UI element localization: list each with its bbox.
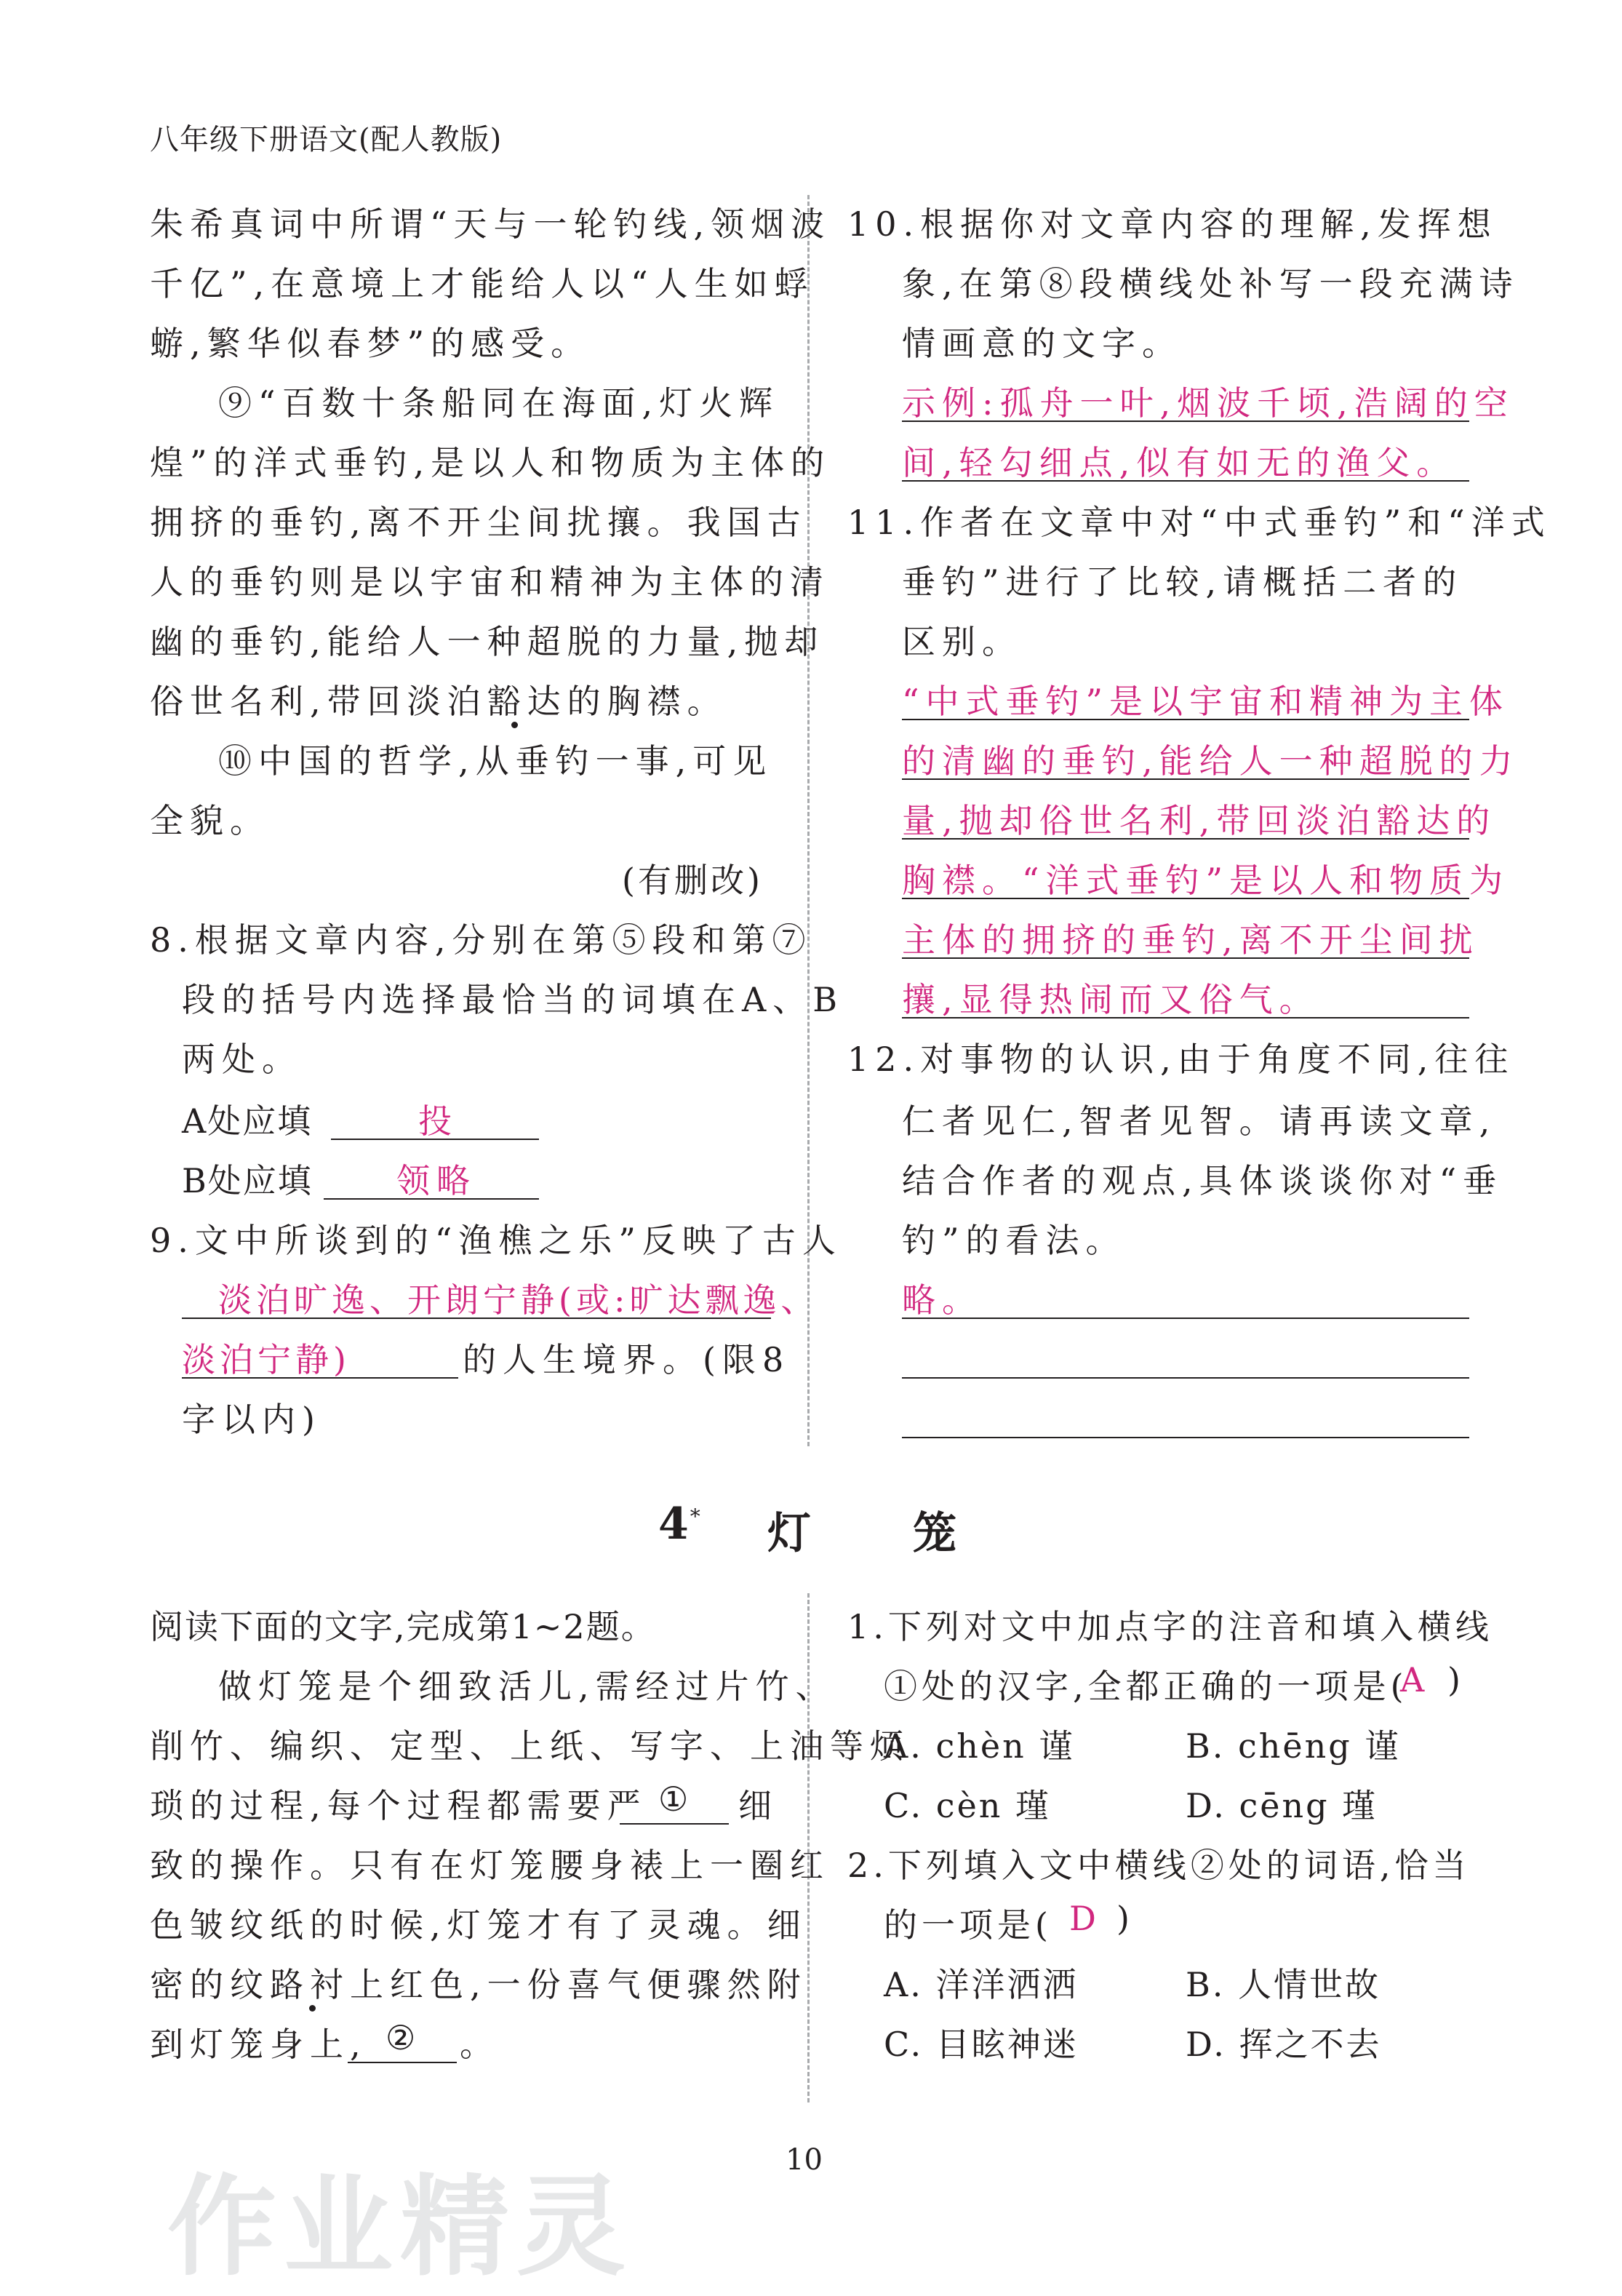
reading-line: 色皱纹纸的时候,灯笼才有了灵魂。细	[150, 1905, 807, 1945]
passage-line: 千亿”,在意境上才能给人以“人生如蜉	[150, 264, 815, 303]
q9-answer-underline-2	[182, 1377, 458, 1379]
emphasis-dot	[511, 722, 518, 728]
mc1-option-b: B. chēng 谨	[1186, 1726, 1401, 1766]
watermark-logo: 作业精灵	[167, 2164, 634, 2291]
q8-a-answer: 投	[418, 1101, 458, 1141]
reading-line: 削竹、编织、定型、上纸、写字、上油等烦	[150, 1726, 910, 1766]
section-number-text: 4	[658, 1499, 690, 1550]
blank-2-marker: ②	[385, 2018, 423, 2057]
mc2-option-a: A. 洋洋洒洒	[884, 1965, 1079, 2004]
q8-a-label: A处应填	[182, 1101, 313, 1141]
q11-underline	[902, 838, 1469, 840]
q11-answer-line: 攘,显得热闹而又俗气。	[902, 980, 1319, 1019]
reading-line-end: 细	[738, 1786, 778, 1825]
question-9-line: 字以内)	[182, 1400, 321, 1439]
passage-line: ⑨“百数十条船同在海面,灯火辉	[218, 383, 780, 423]
q11-underline	[902, 957, 1469, 959]
question-8-line: 两处。	[182, 1040, 302, 1079]
source-note: (有删改)	[622, 861, 763, 900]
q9-answer-line1: 淡泊旷逸、开朗宁静(或:旷达飘逸、	[218, 1280, 819, 1320]
mc2-option-b: B. 人情世故	[1186, 1965, 1381, 2004]
q9-answer-line2: 淡泊宁静)	[182, 1340, 351, 1379]
blank-1-marker: ①	[658, 1779, 695, 1819]
mc1-line: ①处的汉字,全都正确的一项是(	[884, 1667, 1408, 1706]
question-9-line: 9.文中所谈到的“渔樵之乐”反映了古人	[150, 1221, 842, 1260]
question-12-line: 仁者见仁,智者见智。请再读文章,	[902, 1101, 1497, 1141]
question-8-line: 段的括号内选择最恰当的词填在A、B	[182, 980, 844, 1019]
q10-answer-line: 示例:孤舟一叶,烟波千顷,浩阔的空	[902, 383, 1514, 423]
reading-line-end: 。	[460, 2025, 500, 2064]
passage-line: 蝣,繁华似春梦”的感受。	[150, 324, 591, 363]
question-11-line: 垂钓”进行了比较,请概括二者的	[902, 562, 1463, 602]
q11-underline	[902, 898, 1469, 899]
mc1-line: 1.下列对文中加点字的注音和填入横线	[847, 1607, 1493, 1646]
reading-line: 琐的过程,每个过程都需要严	[150, 1786, 647, 1825]
question-10-line: 情画意的文字。	[902, 324, 1182, 363]
emphasis-dot	[309, 2005, 316, 2012]
passage-line: 朱希真词中所谓“天与一轮钓线,领烟波	[150, 204, 831, 244]
mc2-line: 2.下列填入文中横线②处的词语,恰当	[847, 1846, 1471, 1885]
q10-answer-line: 间,轻勾细点,似有如无的渔父。	[902, 443, 1457, 482]
q8-b-answer: 领略	[396, 1161, 476, 1200]
q11-answer-line: “中式垂钓”是以宇宙和精神为主体	[902, 682, 1510, 721]
question-10-line: 象,在第⑧段横线处补写一段充满诗	[902, 264, 1519, 303]
mc1-answer: A	[1400, 1660, 1431, 1699]
mc2-paren-close: )	[1116, 1899, 1136, 1938]
q12-answer: 略。	[902, 1280, 982, 1320]
blank-1-underline	[620, 1823, 729, 1825]
q12-underline	[902, 1377, 1469, 1379]
question-12-line: 钓”的看法。	[902, 1221, 1126, 1260]
q11-underline	[902, 1017, 1469, 1019]
section-number	[658, 1499, 702, 1550]
passage-line: 幽的垂钓,能给人一种超脱的力量,抛却	[150, 622, 825, 661]
passage-line: ⑩中国的哲学,从垂钓一事,可见	[218, 741, 773, 781]
q11-answer-line: 主体的拥挤的垂钓,离不开尘间扰	[902, 920, 1479, 960]
q12-underline	[902, 1437, 1469, 1438]
reading-intro: 阅读下面的文字,完成第1~2题。	[150, 1607, 656, 1646]
reading-line: 致的操作。只有在灯笼腰身裱上一圈红	[150, 1846, 830, 1885]
passage-line: 拥挤的垂钓,离不开尘间扰攘。我国古	[150, 503, 807, 542]
blank-2-underline	[348, 2062, 457, 2063]
mc1-option-d: D. cēng 瑾	[1186, 1786, 1378, 1825]
running-header: 八年级下册语文(配人教版)	[150, 123, 503, 156]
reading-line: 到灯笼身上,	[150, 2025, 367, 2064]
mc2-answer: D	[1069, 1899, 1103, 1938]
section-title-char1: 灯	[767, 1508, 812, 1559]
question-11-line: 11.作者在文章中对“中式垂钓”和“洋式	[847, 503, 1551, 542]
passage-line: 煌”的洋式垂钓,是以人和物质为主体的	[150, 443, 831, 482]
mc2-line: 的一项是(	[884, 1905, 1052, 1945]
q10-underline	[902, 420, 1469, 422]
question-11-line: 区别。	[902, 622, 1022, 661]
q11-underline	[902, 719, 1469, 720]
reading-line: 做灯笼是个细致活儿,需经过片竹、	[218, 1667, 836, 1706]
reading-line: 密的纹路衬上红色,一份喜气便骤然附	[150, 1965, 807, 2004]
question-12-line: 12.对事物的认识,由于角度不同,往往	[847, 1040, 1515, 1079]
q11-answer-line: 胸襟。“洋式垂钓”是以人和物质为	[902, 861, 1510, 900]
question-8-line: 8.根据文章内容,分别在第⑤段和第⑦	[150, 920, 812, 960]
q12-underline	[902, 1318, 1469, 1319]
q9-suffix: 的人生境界。(限8	[463, 1340, 791, 1379]
mc1-option-a: A. chèn 谨	[884, 1726, 1075, 1766]
question-10-line: 10.根据你对文章内容的理解,发挥想	[847, 204, 1498, 244]
q8-b-label: B处应填	[182, 1161, 313, 1200]
passage-line: 全貌。	[150, 801, 270, 840]
page-number: 10	[786, 2143, 823, 2177]
q11-underline	[902, 778, 1469, 780]
q9-answer-underline-1	[182, 1318, 771, 1319]
mc1-paren-close: )	[1447, 1660, 1467, 1699]
passage-line: 人的垂钓则是以宇宙和精神为主体的清	[150, 562, 830, 602]
mc2-option-c: C. 目眩神迷	[884, 2025, 1079, 2064]
q11-answer-line: 量,抛却俗世名利,带回淡泊豁达的	[902, 801, 1497, 840]
q11-answer-line: 的清幽的垂钓,能给人一种超脱的力	[902, 741, 1519, 781]
question-12-line: 结合作者的观点,具体谈谈你对“垂	[902, 1161, 1503, 1200]
section-title-char2: 笼	[913, 1508, 958, 1559]
mc2-option-d: D. 挥之不去	[1186, 2025, 1382, 2064]
mc1-option-c: C. cèn 瑾	[884, 1786, 1052, 1825]
q10-underline	[902, 480, 1469, 482]
section-mark: *	[690, 1504, 702, 1528]
passage-line: 俗世名利,带回淡泊豁达的胸襟。	[150, 682, 727, 721]
